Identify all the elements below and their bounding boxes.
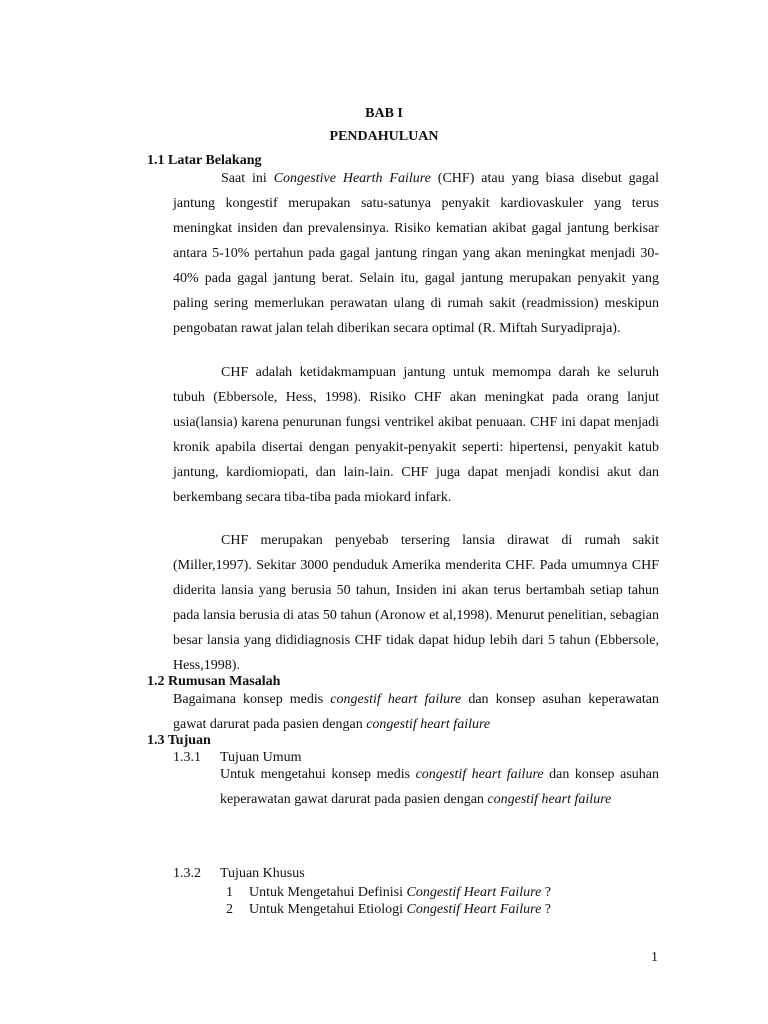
page-number: 1	[651, 950, 658, 965]
section-1-3-title: 1.3 Tujuan	[147, 733, 211, 748]
list-item: Untuk Mengetahui Definisi Congestif Heart Failure ?	[249, 885, 552, 900]
list-item: Untuk Mengetahui Etiologi Congestif Heart Failure ?	[249, 902, 552, 917]
list-item-number: 1	[226, 885, 233, 900]
rumusan-paragraph: Bagaimana konsep medis congestif heart failure dan konsep asuhan keperawatan gawat darurat pada pasien dengan congestif heart failure	[173, 692, 659, 732]
subsection-1-3-1-number: 1.3.1	[173, 750, 201, 765]
chapter-title: PENDAHULUAN	[329, 129, 439, 144]
list-item-number: 2	[226, 902, 233, 917]
paragraph-1: Saat ini Congestive Hearth Failure (CHF) atau yang biasa disebut gagal jantung kongestif merupakan satu-satunya penyakit kardiovaskuler yang terus meningkat insiden dan prevalensinya. Risiko kematian akibat gagal jantung berkisar antara 5-10% pertahun pada gagal jantung ringan yang akan meningkat menjadi 30-40% pada gagal jantung berat. Selain itu, gagal jantung merupakan penyakit yang paling sering memerlukan perawatan ulang di rumah sakit (readmission) meskipun pengobatan rawat jalan telah diberikan secara optimal (R. Miftah Suryadipraja).	[173, 171, 659, 336]
tujuan-umum-paragraph: Untuk mengetahui konsep medis congestif heart failure dan konsep asuhan keperawatan gawat darurat pada pasien dengan congestif heart failure	[220, 767, 659, 807]
subsection-1-3-2-number: 1.3.2	[173, 866, 201, 881]
section-1-2-title: 1.2 Rumusan Masalah	[147, 674, 281, 689]
paragraph-2: CHF adalah ketidakmampuan jantung untuk memompa darah ke seluruh tubuh (Ebbersole, Hess, 1998). Risiko CHF akan meningkat pada orang lanjut usia(lansia) karena penurunan fungsi ventrikel akibat penuaan. CHF ini dapat menjadi kronik apabila disertai dengan penyakit-penyakit seperti: hipertensi, penyakit katub jantung, kardiomiopati, dan lain-lain. CHF juga dapat menjadi kondisi akut dan berkembang secara tiba-tiba pada miokard infark.	[173, 365, 659, 505]
chapter-label: BAB I	[365, 106, 403, 121]
paragraph-3: CHF merupakan penyebab tersering lansia dirawat di rumah sakit (Miller,1997). Sekitar 3000 penduduk Amerika menderita CHF. Pada umumnya CHF diderita lansia yang berusia 50 tahun, Insiden ini akan terus bertambah setiap tahun pada lansia berusia di atas 50 tahun (Aronow et al,1998). Menurut penelitian, sebagian besar lansia yang dididiagnosis CHF tidak dapat hidup lebih dari 5 tahun (Ebbersole, Hess,1998).	[173, 533, 659, 673]
subsection-1-3-2-label: Tujuan Khusus	[220, 866, 305, 881]
section-1-1-title: 1.1 Latar Belakang	[147, 153, 262, 168]
subsection-1-3-1-label: Tujuan Umum	[220, 750, 302, 765]
